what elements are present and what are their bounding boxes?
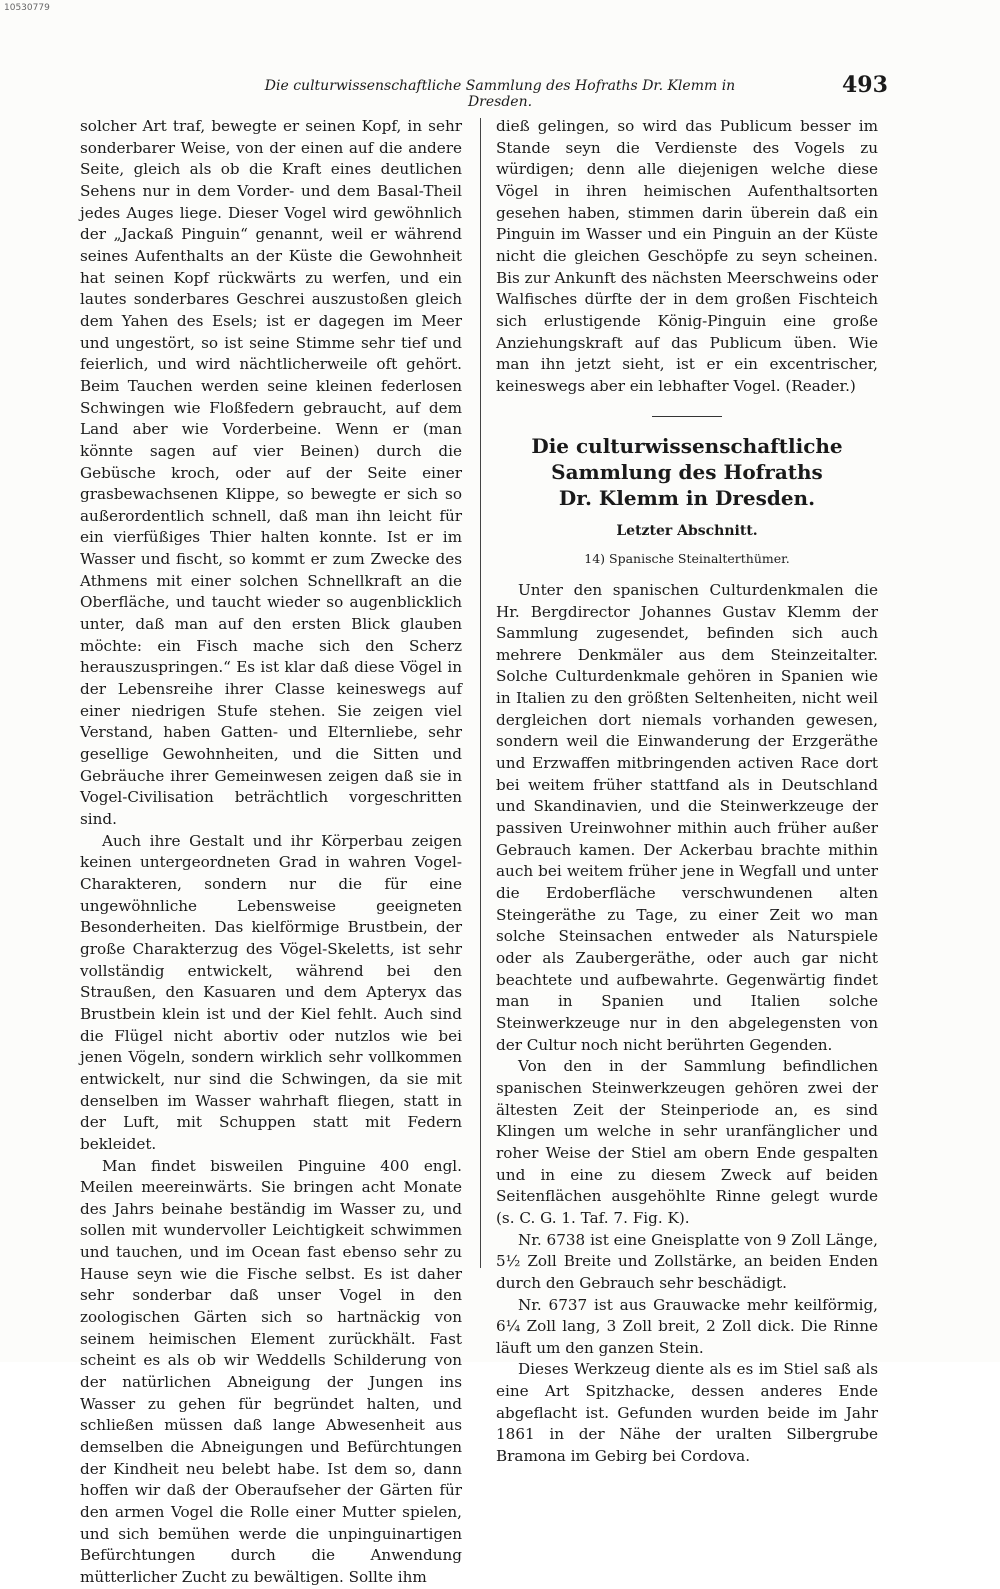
continuation-paragraph: dieß gelingen, so wird das Publicum besser im Stande seyn die Verdienste des Vogels zu würdigen; denn alle diejenigen welche diese Vögel in ihren heimischen Aufenthaltsorten gesehen haben, stimmen darin überein daß ein Pinguin im Wasser und ein Pinguin an der Küste nicht die gleichen Geschöpfe zu seyn scheinen. Bis zur Ankunft des nächsten Meerschweins oder Walfisches dürfte der in dem großen Fischteich sich erlustigende König-Pinguin eine große Anziehungskraft auf das Publicum üben. Wie man ihn jetzt sieht, ist er ein excentrischer, keineswegs aber ein lebhafter Vogel. (Reader.)	[496, 117, 878, 395]
paragraph: Dieses Werkzeug diente als es im Stiel saß als eine Art Spitzhacke, dessen anderes Ende abgeflacht ist. Gefunden wurden beide im Jahr 1861 in der Nähe der uralten Silbergrube Bramona im Gebirg bei Cordova.	[496, 1360, 878, 1466]
paragraph: Auch ihre Gestalt und ihr Körperbau zeigen keinen untergeordneten Grad in wahren Vogel-Charakteren, sondern nur die für eine ungewöhnliche Lebensweise geeigneten Besonderheiten. Das kielförmige Brustbein, der große Charakterzug des Vögel-Skeletts, ist sehr vollständig entwickelt, während bei den Straußen, den Kasuaren und dem Apteryx das Brustbein klein ist und der Kiel fehlt. Auch sind die Flügel nicht abortiv oder nutzlos wie bei jenen Vögeln, sondern wirklich sehr vollkommen entwickelt, nur sind die Schwingen, da sie mit denselben im Wasser wahrhaft fliegen, statt in der Luft, mit Schuppen statt mit Federn bekleidet.	[80, 831, 462, 1153]
scan-id-stamp: 10530779	[4, 3, 50, 13]
paragraph: Unter den spanischen Culturdenkmalen die Hr. Bergdirector Johannes Gustav Klemm der Sammlung zugesendet, befinden sich auch mehrere Denkmäler aus dem Steinzeitalter. Solche Culturdenkmale gehören in Spanien wie in Italien zu den größten Seltenheiten, nicht weil dergleichen dort niemals vorhanden gewesen, sondern weil die Einwanderung der Erzgeräthe und Erzwaffen mitbringenden activen Race dort bei weitem früher stattfand als in Deutschland und Skandinavien, und die Steinwerkzeuge der passiven Ureinwohner mithin auch früher außer Gebrauch kamen. Der Ackerbau brachte mithin auch bei weitem früher jene in Wegfall und unter die Erdoberfläche verschwundenen alten Steingeräthe zu Tage, zu einer Zeit wo man solche Steinsachen entweder als Naturspiele oder als Zaubergeräthe, oder auch gar nicht beachtete und aufbewahrte. Gegenwärtig findet man in Spanien und Italien solche Steinwerkzeuge nur in den abgelegensten von der Cultur noch nicht berührten Gegenden.	[496, 580, 878, 1054]
article-title-line: Die culturwissenschaftliche Sammlung des Hofraths	[531, 433, 843, 484]
paragraph: Man findet bisweilen Pinguine 400 engl. Meilen meereinwärts. Sie bringen acht Monate des Jahrs beinahe beständig im Wasser zu, und sollen mit wundervoller Leichtigkeit schwimmen und tauchen, und im Ocean fast ebenso sehr zu Hause seyn wie die Fische selbst. Es ist daher sehr sonderbar daß unser Vogel in den zoologischen Gärten sich so hartnäckig von seinem heimischen Element zurückhält. Fast scheint es als ob wir Weddells Schilderung von der natürlichen Abneigung der Jungen ins Wasser zu gehen für begründet halten, und schließen müssen daß lange Abwesenheit aus demselben die Abneigungen und Befürchtungen der Kindheit neu belebt habe. Ist dem so, dann hoffen wir daß der Oberaufseher der Gärten für den armen Vogel die Rolle einer Mutter spielen, und sich bemühen werde die unpinguinartigen Befürchtungen durch die Anwendung mütterlicher Zucht zu bewältigen. Sollte ihm	[80, 1156, 462, 1586]
column-divider	[480, 118, 481, 1268]
section-heading: 14) Spanische Steinalterthümer.	[584, 551, 790, 567]
running-title: Die culturwissenschaftliche Sammlung des Hofraths Dr. Klemm in Dresden.	[264, 78, 736, 110]
article-body	[496, 580, 878, 1468]
paragraph: solcher Art traf, bewegte er seinen Kopf, in sehr sonderbarer Weise, von der einen auf die andere Seite, gleich als ob die Kraft eines deutlichen Sehens nur in dem Vorder- und dem Basal-Theil jedes Auges liege. Dieser Vogel wird gewöhnlich der „Jackaß Pinguin“ genannt, weil er während seines Aufenthalts an der Küste die Gewohnheit hat seinen Kopf rückwärts zu werfen, und ein lautes sonderbares Geschrei auszustoßen gleich dem Yahen des Esels; ist er dagegen im Meer und ungestört, so ist seine Stimme sehr tief und feierlich, und wird nächtlicherweile oft gehört. Beim Tauchen werden seine kleinen federlosen Schwingen wie Floßfedern gebraucht, auf dem Land aber wie Vorderbeine. Wenn er (man könnte sagen auf vier Beinen) durch die Gebüsche kroch, oder auf der Seite einer grasbewachsenen Klippe, so bewegte er sich so außerordentlich schnell, daß man ihn leicht für ein vierfüßiges Thier halten konnte. Ist er im Wasser und fischt, so kommt er zum Zwecke des Athmens mit einer solchen Schnellkraft an die Oberfläche, und taucht wieder so augenblicklich unter, daß man auf den ersten Blick glauben möchte: ein Fisch mache sich den Scherz herauszuspringen.“ Es ist klar daß diese Vögel in der Lebensreihe ihrer Classe keineswegs auf einer niedrigen Stufe stehen. Sie zeigen viel Verstand, haben Gatten- und Elternliebe, sehr gesellige Gewohnheiten, und die Sitten und Gebräuche ihrer Gemeinwesen zeigen daß sie in Vogel-Civilisation beträchtlich vorgeschritten sind.	[80, 117, 462, 828]
paragraph: Nr. 6738 ist eine Gneisplatte von 9 Zoll Länge, 5½ Zoll Breite und Zollstärke, an beiden Enden durch den Gebrauch sehr beschädigt.	[496, 1230, 878, 1292]
article-title	[496, 433, 878, 511]
left-column	[80, 116, 462, 1589]
paragraph: Von den in der Sammlung befindlichen spanischen Steinwerkzeugen gehören zwei der ältesten Zeit der Steinperiode an, es sind Klingen um welche in sehr uranfänglicher und roher Weise der Stiel am obern Ende gespalten und in eine zu diesem Zweck auf beiden Seitenflächen ausgehöhlte Rinne gelegt wurde (s. C. G. 1. Taf. 7. Fig. K).	[496, 1057, 878, 1227]
paragraph: Nr. 6737 ist aus Grauwacke mehr keilförmig, 6¼ Zoll lang, 3 Zoll breit, 2 Zoll dick. Die Rinne läuft um den ganzen Stein.	[496, 1295, 878, 1357]
right-column	[496, 116, 878, 1468]
page-number: 493	[842, 72, 888, 98]
article-title-line: Dr. Klemm in Dresden.	[558, 485, 816, 510]
article-subtitle: Letzter Abschnitt.	[616, 522, 758, 539]
article-separator	[652, 416, 722, 417]
